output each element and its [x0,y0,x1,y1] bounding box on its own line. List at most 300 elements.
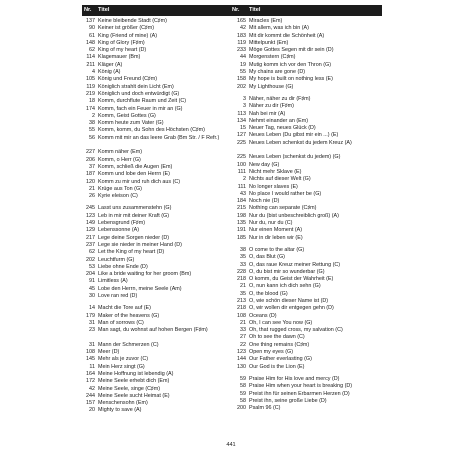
song-number: 244 [86,392,95,399]
song-number: 42 [240,25,246,32]
song-number: 55 [89,127,95,134]
song-number: 184 [237,198,246,205]
song-title: Meine Seele, singe (C♯m) [98,385,161,392]
song-title: Nur einen Moment (A) [249,227,303,234]
song-title: Menschensohn (Em) [98,400,148,407]
song-number: 144 [237,356,246,363]
song-number: 30 [89,292,95,299]
song-title: Nichts auf dieser Welt (G) [249,176,311,183]
song-number: 237 [86,241,95,248]
index-entry [232,62,382,69]
song-title: Neuer Tag, neues Glück (D) [249,125,316,132]
song-title: Man of sorrows (C) [98,319,144,326]
index-entry [82,76,226,83]
song-number: 59 [240,375,246,382]
song-title: O come to the altar (G) [249,246,305,253]
song-number: 4 [92,69,95,76]
song-title: Oh, I can see You now (G) [249,319,313,326]
index-entry [232,376,382,383]
index-entry [232,342,382,349]
song-title: Morgenstern (C♯m) [249,54,296,61]
song-title: Lege sie nieder in meiner Hand (D) [98,241,182,248]
song-number: 135 [237,220,246,227]
song-title: Möge Gottes Segen mit dir sein (D) [249,47,334,54]
song-number: 165 [237,18,246,24]
song-title: Let the King of my heart (D) [98,249,165,256]
song-title: Mit allem, was ich bin (A) [249,25,309,32]
index-entry [82,84,226,91]
index-entry [232,84,382,91]
song-number: 164 [86,370,95,377]
index-entry [82,293,226,300]
song-number: 15 [240,125,246,132]
song-number: 245 [86,205,95,212]
song-number: 179 [86,312,95,319]
song-number: 225 [237,139,246,146]
index-entry [82,364,226,371]
song-title: King (Friend of mine) (A) [98,32,158,39]
index-entry [232,169,382,176]
song-title: Nicht mehr Sklave (E) [249,168,302,175]
index-entry [232,298,382,305]
song-number: 90 [89,25,95,32]
song-title: Our Father everlasting (G) [249,356,312,363]
song-number: 119 [237,39,246,46]
song-number: 200 [237,405,246,412]
song-title: Keiner ist größer (C♯m) [98,25,155,32]
song-number: 3 [243,95,246,102]
song-number: 111 [237,168,246,175]
song-title: No place I would rather be (G) [249,190,322,197]
index-entry [232,334,382,341]
song-title: My Lighthouse (G) [249,83,294,90]
index-entry [82,257,226,264]
song-title: Mit dir kommt die Schönheit (A) [249,32,325,39]
index-entry [232,176,382,183]
index-entry [232,313,382,320]
song-number: 31 [89,319,95,326]
song-title: Komm, komm, du Sohn des Höchsten (C♯m) [98,127,205,134]
song-title: Limitless (A) [98,278,128,285]
song-number: 183 [237,32,246,39]
index-entry [232,125,382,132]
song-number: 100 [237,161,246,168]
index-entry [82,98,226,105]
song-number: 45 [89,285,95,292]
song-number: 191 [237,227,246,234]
index-entry [232,320,382,327]
index-entry [82,235,226,242]
song-number: 21 [240,319,246,326]
song-number: 233 [237,47,246,54]
index-entry [232,213,382,220]
song-number: 228 [237,268,246,275]
song-title: Mutig komm ich vor den Thron (G) [249,61,331,68]
header-title-label-left: Titel [98,7,110,13]
song-title: Man sagt, du wohnst auf hohen Bergen (F♯m) [98,327,208,334]
index-table-header [82,5,382,16]
song-title: Komm, Geist Gottes (G) [98,112,156,119]
index-entry [82,264,226,271]
song-number: 215 [237,205,246,212]
index-entry [232,40,382,47]
index-entry [82,40,226,47]
index-entry [82,400,226,407]
song-title: O, wir wollen dir entgegen gehn (D) [249,305,334,312]
index-entry [82,313,226,320]
index-entry [82,305,226,312]
song-number: 35 [240,254,246,261]
song-title: Leb in mir mit deiner Kraft (G) [98,212,169,219]
index-entry [232,96,382,103]
song-title: König und Freund (C♯m) [98,76,158,83]
song-title: Nur du, nur du (C) [249,220,293,227]
song-title: O, das Blut (G) [249,254,285,261]
song-title: Königlich und doch entwürdigt (G) [98,90,180,97]
song-title: O, the blood (G) [249,290,288,297]
song-title: My hope is built on nothing less (E) [249,76,333,83]
index-entry [82,33,226,40]
song-title: Preist ihn, seine große Liebe (D) [249,397,327,404]
song-title: Komm zu mir und ruh dich aus (C) [98,178,181,185]
song-number: 211 [86,61,95,68]
song-title: O, das raue Kreuz meiner Rettung (C) [249,261,341,268]
index-entry [82,135,226,150]
index-column-right [232,18,382,412]
index-entry [82,186,226,193]
song-number: 137 [86,18,95,24]
song-number: 218 [237,276,246,283]
song-title: Keine bleibende Stadt (C♯m) [98,18,167,24]
song-title: Königlich strahlt dein Licht (Em) [98,83,174,90]
song-title: Mein Herz singt (G) [98,363,145,370]
song-title: Mann der Schmerzen (C) [98,341,159,348]
song-title: Komm, schließ die Augen (Em) [98,163,173,170]
song-title: Neues Leben schenkst du jedem Kreuz (A) [249,139,352,146]
song-title: Krüge aus Ton (G) [98,185,142,192]
index-entry [82,249,226,256]
index-entry [82,25,226,32]
song-title: Praise Him for His love and mercy (D) [249,375,340,382]
song-number: 43 [240,190,246,197]
song-title: O, nun kann ich dich sehn (G) [249,283,321,290]
song-title: Mighty to save (A) [98,407,142,414]
song-title: Nothing can separate (C♯m) [249,205,317,212]
song-number: 21 [89,185,95,192]
song-title: Oceans (D) [249,312,277,319]
index-entry [232,191,382,198]
index-entry [82,193,226,200]
song-number: 2 [92,112,95,119]
song-number: 58 [240,383,246,390]
song-title: Neues Leben (schenkst du jedem) (G) [249,154,341,161]
song-title: Open my eyes (G) [249,349,294,356]
song-title: Like a bride waiting for her groom (Bm) [98,271,192,278]
song-number: 174 [86,105,95,112]
index-entry [232,154,382,161]
song-number: 119 [86,83,95,90]
song-number: 217 [86,234,95,241]
song-number: 206 [86,156,95,163]
song-number: 35 [240,290,246,297]
song-title: Meine Seele erhebt dich (Em) [98,378,170,385]
song-title: Näher zu dir (F♯m) [249,103,294,110]
song-title: Lege deine Sorgen nieder (D) [98,234,170,241]
song-number: 172 [86,378,95,385]
index-entry [232,205,382,212]
index-entry [82,286,226,293]
index-entry [82,378,226,385]
song-title: One thing remains (C♯m) [249,341,310,348]
index-entry [82,320,226,327]
index-entry [232,364,382,371]
song-title: Mehr als je zuvor (C) [98,356,149,363]
song-number: 202 [86,256,95,263]
song-number: 55 [240,69,246,76]
index-entry [82,271,226,278]
song-title: Kyrie eleison (C) [98,193,138,200]
index-entry [82,120,226,127]
index-entry [232,18,382,25]
song-number: 18 [89,98,95,105]
index-entry [82,205,226,212]
song-number: 219 [86,90,95,97]
song-title: Lobe den Herrn, meine Seele (Am) [98,285,182,292]
index-entry [232,398,382,405]
song-title: O, wie schön dieser Name ist (D) [249,297,329,304]
song-number: 37 [89,163,95,170]
song-title: Macht die Tore auf (E) [98,305,151,312]
song-title: Mittelpunkt (Em) [249,39,289,46]
index-entry [82,407,226,414]
song-number: 31 [89,341,95,348]
index-entry [82,393,226,400]
song-number: 11 [89,363,95,370]
song-title: Oh, that rugged cross, my salvation (C) [249,327,343,334]
index-entry [232,269,382,276]
index-entry [232,111,382,118]
song-title: Nehmt einander an (Em) [249,117,309,124]
song-number: 26 [89,193,95,200]
song-title: Noch nie (D) [249,198,280,205]
index-entry [232,305,382,312]
index-column-left [82,18,226,415]
song-title: Love ran red (D) [98,292,138,299]
song-title: Nah bei mir (A) [249,110,286,117]
index-entry [82,342,226,349]
song-number: 20 [89,407,95,414]
song-title: König (A) [98,69,121,76]
index-entry [232,47,382,54]
index-entry [82,179,226,186]
song-number: 120 [86,178,95,185]
song-title: Komm mit mir an das leere Grab (Bm Str. / F Refr.) [98,134,220,141]
song-title: New day (G) [249,161,280,168]
song-number: 61 [89,32,95,39]
song-title: O komm, du Geist der Wahrheit (E) [249,276,334,283]
index-entry [232,198,382,205]
index-entry [232,235,382,242]
song-number: 62 [89,47,95,54]
song-number: 108 [86,349,95,356]
index-entry [82,106,226,113]
index-entry [232,247,382,254]
index-entry [82,220,226,227]
index-entry [232,25,382,32]
song-title: Leuchtfurm (G) [98,256,135,263]
song-number: 33 [240,261,246,268]
song-number: 148 [86,39,95,46]
header-title-label-right: Titel [249,7,261,13]
song-number: 108 [237,312,246,319]
index-entry [232,405,382,412]
song-number: 111 [237,183,246,190]
index-entry [232,103,382,110]
song-title: King of Glory (F♯m) [98,39,145,46]
song-title: Lasst uns zusammenstehn (G) [98,205,172,212]
song-title: Komm heute zum Vater (G) [98,120,164,127]
index-entry [232,162,382,169]
song-number: 129 [86,227,95,234]
song-number: 123 [86,212,95,219]
song-number: 3 [243,103,246,110]
index-entry [232,132,382,139]
song-title: Nur du (bist unbeschreiblich groß) (A) [249,212,339,219]
song-title: My chains are gone (D) [249,69,306,76]
song-number: 130 [237,363,246,370]
index-entry [232,69,382,76]
index-entry [232,283,382,290]
song-number: 38 [240,246,246,253]
song-number: 157 [86,400,95,407]
song-number: 127 [237,132,246,139]
index-entry [82,157,226,164]
song-title: Oh to see the dawn (C) [249,334,305,341]
index-entry [232,54,382,61]
index-entry [232,76,382,83]
song-title: Neues Leben (Du gibst mir ein ...) (E) [249,132,339,139]
index-entry [232,140,382,155]
song-number: 59 [240,390,246,397]
index-entry [82,91,226,98]
index-entry [232,356,382,363]
song-number: 105 [86,76,95,83]
index-entry [232,184,382,191]
song-number: 218 [237,305,246,312]
index-entry [82,127,226,134]
index-entry [82,149,226,156]
song-number: 113 [237,110,246,117]
song-number: 185 [237,234,246,241]
index-entry [82,278,226,285]
song-number: 44 [240,54,246,61]
index-entry [232,291,382,298]
song-number: 91 [89,278,95,285]
song-title: Komm und lobe den Herrn (E) [98,171,170,178]
song-title: Meine Hoffnung ist lebendig (A) [98,370,174,377]
header-nr-label-left: Nr. [84,7,92,13]
index-entry [82,371,226,378]
song-number: 22 [240,341,246,348]
header-nr-label-right: Nr. [232,7,240,13]
index-entry [82,113,226,120]
index-entry [232,327,382,334]
song-number: 202 [237,83,246,90]
index-entry [232,33,382,40]
index-entry [82,47,226,54]
song-title: O, du bist mir so wunderbar (G) [249,268,325,275]
index-entry [232,383,382,390]
song-number: 42 [89,385,95,392]
index-entry [232,254,382,261]
song-title: Meine Seele sucht Heimat (E) [98,392,170,399]
song-title: Our God is the Lion (E) [249,363,305,370]
index-entry [82,327,226,342]
song-title: Psalm 96 (C) [249,405,281,412]
song-title: Lebensgrund (F♯m) [98,220,146,227]
song-number: 21 [240,283,246,290]
page-number: 441 [226,442,236,448]
song-number: 38 [89,120,95,127]
song-number: 149 [86,220,95,227]
index-entry [82,349,226,356]
index-entry [232,276,382,283]
song-number: 2 [243,176,246,183]
song-title: Lebenssonne (A) [98,227,140,234]
index-entry [82,227,226,234]
song-number: 19 [240,61,246,68]
song-title: King of my heart (D) [98,47,147,54]
song-title: Näher, näher zu dir (F♯m) [249,95,311,102]
index-entry [82,171,226,178]
song-title: Kläger (A) [98,61,123,68]
song-title: Komm näher (Em) [98,149,143,156]
index-entry [232,118,382,125]
song-number: 227 [86,149,95,156]
song-title: Miracles (Em) [249,18,283,24]
index-entry [232,391,382,398]
song-number: 204 [86,271,95,278]
index-entry [82,356,226,363]
song-number: 145 [86,356,95,363]
song-number: 198 [237,212,246,219]
song-title: Liebe ohne Ende (D) [98,263,148,270]
song-title: Klagemauer (Bm) [98,54,141,61]
song-title: Nur in dir leben wir (E) [249,234,303,241]
song-number: 225 [237,154,246,161]
song-number: 213 [237,297,246,304]
song-number: 134 [237,117,246,124]
song-number: 56 [89,134,95,141]
song-number: 62 [89,249,95,256]
index-entry [82,54,226,61]
index-entry [232,220,382,227]
song-title: Komm, durchflute Raum und Zeit (C) [98,98,187,105]
index-entry [82,18,226,25]
index-entry [82,242,226,249]
index-entry [82,164,226,171]
song-number: 23 [89,327,95,334]
song-title: Preist ihn für seinen Erbarmen Herzen (D) [249,390,350,397]
song-number: 27 [240,334,246,341]
song-title: Komm, o Herr (G) [98,156,141,163]
song-title: Maker of the heavens (G) [98,312,160,319]
song-title: No longer slaves (E) [249,183,298,190]
song-number: 158 [237,76,246,83]
song-title: Praise Him when your heart is breaking (D) [249,383,353,390]
index-entry [82,386,226,393]
index-entry [232,349,382,356]
